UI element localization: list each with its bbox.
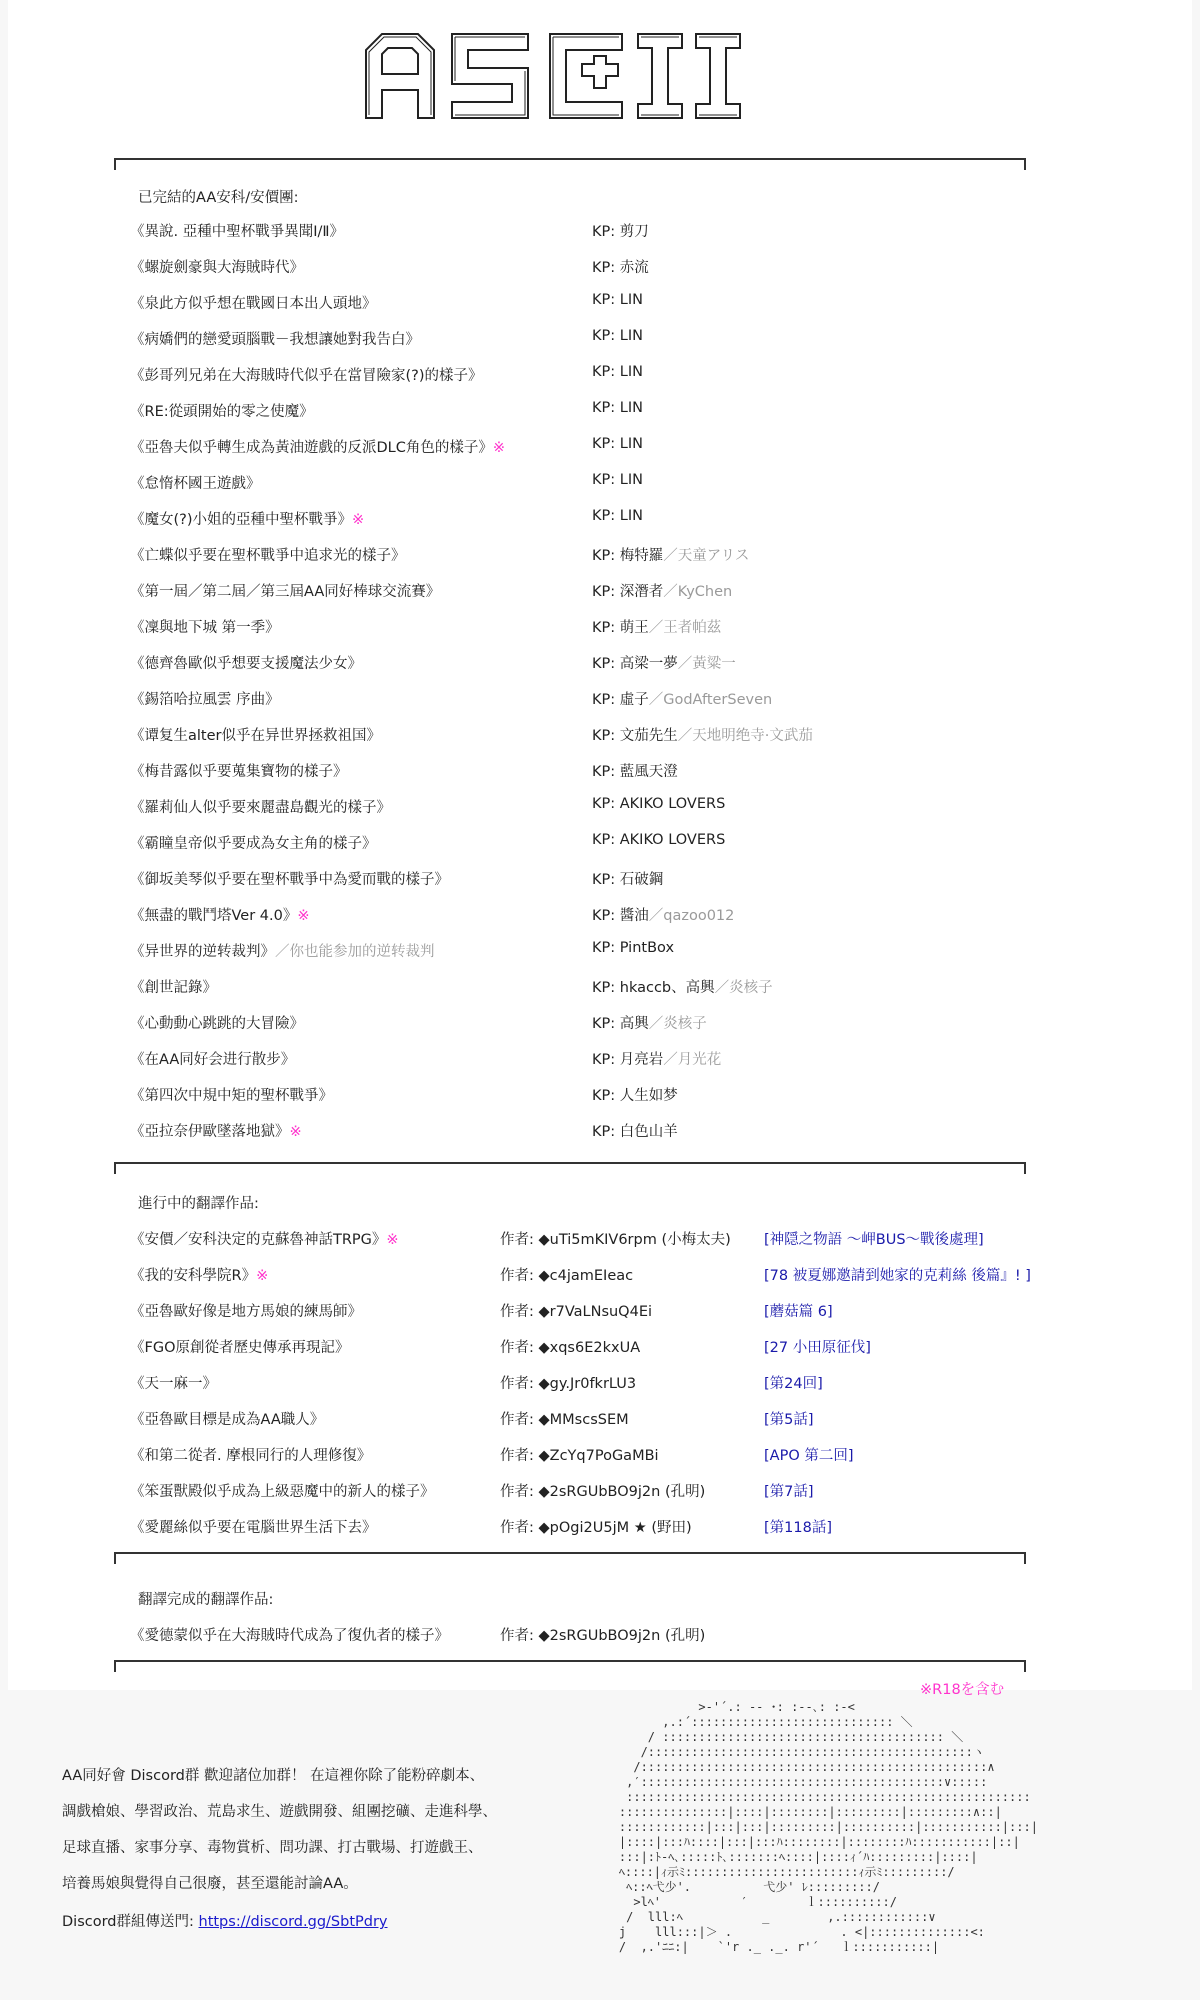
kp-credit <box>592 472 643 488</box>
discord-link[interactable]: https://discord.gg/SbtPdry <box>198 1914 388 1930</box>
kp-prefix: KP: <box>592 620 620 636</box>
work-title <box>130 1336 350 1357</box>
kp-name: 醬油 <box>619 908 649 924</box>
ongoing-row <box>0 1264 1200 1288</box>
completed-row <box>0 544 1200 568</box>
kp-prefix: KP: <box>592 908 620 924</box>
completed-row <box>0 1048 1200 1072</box>
work-title <box>130 1444 371 1465</box>
kp-name: 虛子 <box>619 692 649 708</box>
author-name: ◆c4jamEIeac <box>538 1268 634 1284</box>
kp-credit <box>592 508 643 524</box>
kp-prefix: KP: <box>592 292 620 308</box>
work-title <box>130 364 483 385</box>
work-title-text: 《梅昔露似乎要蒐集寶物的樣子》 <box>130 764 348 780</box>
work-title <box>130 1012 304 1033</box>
work-title-text: 《魔女(?)小姐的亞種中聖杯戰爭》 <box>130 512 353 528</box>
kp-name: LIN <box>619 364 643 380</box>
section-divider <box>114 1162 1026 1174</box>
work-title-text: 《亡蝶似乎要在聖杯戰爭中追求光的樣子》 <box>130 548 406 564</box>
kp-name: 高梁一夢 <box>619 656 678 672</box>
kp-alt-name: ／KyChen <box>663 584 733 600</box>
work-title-text: 《異說. 亞種中聖杯戰爭異聞Ⅰ/Ⅱ》 <box>130 224 345 240</box>
kp-credit <box>592 436 643 452</box>
completed-row <box>0 832 1200 856</box>
work-title <box>130 328 420 349</box>
kp-prefix: KP: <box>592 1088 620 1104</box>
work-title <box>130 436 505 457</box>
kp-name: LIN <box>619 400 643 416</box>
work-title-text: 《羅莉仙人似乎要來麗盡島觀光的樣子》 <box>130 800 391 816</box>
work-title-text: 《异世界的逆转裁判》 <box>130 944 275 960</box>
work-title-text: 《御坂美琴似乎要在聖杯戰爭中為愛而戰的樣子》 <box>130 872 449 888</box>
work-title <box>130 1372 217 1393</box>
work-title-text: 《無盡的戰鬥塔Ver 4.0》 <box>130 908 298 924</box>
work-title-text: 《亞魯歐目標是成為AA職人》 <box>130 1412 325 1428</box>
completed-row <box>0 1084 1200 1108</box>
completed-row <box>0 616 1200 640</box>
work-title-text: 《第一屆／第二屆／第三屆AA同好棒球交流賽》 <box>130 584 441 600</box>
author-credit <box>500 1336 640 1357</box>
kp-name: 白色山羊 <box>619 1124 678 1140</box>
work-title-text: 《錫箔哈拉風雲 序曲》 <box>130 692 280 708</box>
kp-alt-name: ／qazoo012 <box>648 908 735 924</box>
kp-prefix: KP: <box>592 364 620 380</box>
kp-prefix: KP: <box>592 436 620 452</box>
author-credit <box>500 1228 731 1249</box>
kp-prefix: KP: <box>592 832 620 848</box>
ongoing-row <box>0 1444 1200 1468</box>
author-name: ◆uTi5mKIV6rpm (小梅太夫) <box>538 1232 731 1248</box>
kp-name: LIN <box>619 508 643 524</box>
ongoing-row <box>0 1372 1200 1396</box>
kp-alt-name: ／天童アリス <box>663 548 750 564</box>
author-name: ◆2sRGUbBO9j2n (孔明) <box>538 1628 706 1644</box>
kp-name: AKIKO LOVERS <box>619 832 726 848</box>
kp-name: 石破鋼 <box>619 872 664 888</box>
completed-row <box>0 328 1200 352</box>
work-title-text: 《和第二從者. 摩根同行的人理修復》 <box>130 1448 372 1464</box>
author-credit <box>500 1300 652 1321</box>
kp-name: 剪刀 <box>619 224 649 240</box>
ascii-logo <box>360 28 750 124</box>
kp-credit <box>592 796 725 812</box>
work-title <box>130 472 261 493</box>
work-title-text: 《亞魯歐好像是地方馬娘的練馬師》 <box>130 1304 362 1320</box>
author-credit <box>500 1408 629 1429</box>
work-title <box>130 904 310 925</box>
kp-credit <box>592 1084 678 1105</box>
work-title <box>130 1120 302 1141</box>
kp-credit <box>592 904 734 925</box>
work-title <box>130 1300 362 1321</box>
completed-row <box>0 436 1200 460</box>
kp-prefix: KP: <box>592 728 620 744</box>
kp-name: LIN <box>619 328 643 344</box>
ongoing-row <box>0 1516 1200 1540</box>
kp-name: AKIKO LOVERS <box>619 796 726 812</box>
work-title <box>130 796 391 817</box>
completed-row <box>0 292 1200 316</box>
author-prefix: 作者: <box>500 1304 539 1320</box>
kp-prefix: KP: <box>592 472 620 488</box>
kp-alt-name: ／王者帕茲 <box>648 620 722 636</box>
kp-prefix: KP: <box>592 508 620 524</box>
discord-link-label: Discord群組傳送門: <box>62 1914 199 1930</box>
completed-row <box>0 796 1200 820</box>
kp-prefix: KP: <box>592 328 620 344</box>
kp-prefix: KP: <box>592 1124 620 1140</box>
completed-row <box>0 724 1200 748</box>
work-title-text: 《病嬌們的戀愛頭腦戰－我想讓她對我告白》 <box>130 332 420 348</box>
kp-alt-name: ／炎核子 <box>714 980 773 996</box>
finished-row <box>0 1624 1200 1648</box>
completed-row <box>0 760 1200 784</box>
work-title-text: 《怠惰杯國王遊戲》 <box>130 476 261 492</box>
author-prefix: 作者: <box>500 1448 539 1464</box>
ongoing-section-title: 進行中的翻譯作品: <box>138 1196 259 1212</box>
discord-link-row <box>62 1910 388 1931</box>
kp-credit <box>592 256 649 277</box>
completed-row <box>0 688 1200 712</box>
ongoing-row <box>0 1408 1200 1432</box>
kp-prefix: KP: <box>592 656 620 672</box>
author-prefix: 作者: <box>500 1628 539 1644</box>
work-title-text: 《亞魯夫似乎轉生成為黃油遊戲的反派DLC角色的樣子》 <box>130 440 493 456</box>
kp-credit <box>592 688 772 709</box>
work-title <box>130 544 406 565</box>
completed-row <box>0 1120 1200 1144</box>
author-name: ◆2sRGUbBO9j2n (孔明) <box>538 1484 706 1500</box>
completed-row <box>0 508 1200 532</box>
work-title-text: 《彭哥列兄弟在大海賊時代似乎在當冒險家(?)的樣子》 <box>130 368 483 384</box>
work-title-text: 《谭复生alter似乎在异世界拯救祖国》 <box>130 728 381 744</box>
latest-chapter-link[interactable]: [神隠之物語 ～岬BUS～戰後處理] <box>764 1232 984 1248</box>
ongoing-row <box>0 1228 1200 1252</box>
latest-chapter-link[interactable]: [第24回] <box>764 1376 823 1392</box>
kp-alt-name: ／黃粱一 <box>677 656 736 672</box>
work-title-alt: ／你也能参加的逆转裁判 <box>275 944 435 960</box>
work-title <box>130 400 314 421</box>
latest-chapter-link[interactable]: [蘑菇篇 6] <box>764 1304 833 1320</box>
kp-name: 赤流 <box>619 260 649 276</box>
kp-alt-name: ／炎核子 <box>648 1016 707 1032</box>
kp-credit <box>592 760 678 781</box>
completed-row <box>0 1012 1200 1036</box>
kp-credit <box>592 868 663 889</box>
section-divider <box>114 158 1026 170</box>
kp-credit <box>592 220 649 241</box>
completed-row <box>0 904 1200 928</box>
ongoing-row <box>0 1336 1200 1360</box>
discord-ad-line: 培養馬娘與覺得自己很廢，甚至還能討論AA。 <box>62 1876 358 1892</box>
kp-prefix: KP: <box>592 584 620 600</box>
r18-mark: ※ <box>492 440 506 456</box>
completed-row <box>0 868 1200 892</box>
kp-credit <box>592 832 725 848</box>
work-title-text: 《FGO原創從者歷史傳承再現記》 <box>130 1340 350 1356</box>
completed-row <box>0 940 1200 964</box>
kp-credit <box>592 616 721 637</box>
kp-prefix: KP: <box>592 764 620 780</box>
completed-row <box>0 220 1200 244</box>
latest-chapter-link[interactable]: [第5話] <box>764 1412 814 1428</box>
kp-credit <box>592 328 643 344</box>
work-title <box>130 580 440 601</box>
work-title-text: 《霸瞳皇帝似乎要成為女主角的樣子》 <box>130 836 377 852</box>
work-title-text: 《在AA同好会进行散步》 <box>130 1052 296 1068</box>
work-title-text: 《笨蛋獸殿似乎成為上級惡魔中的新人的樣子》 <box>130 1484 435 1500</box>
work-title-text: 《天一麻一》 <box>130 1376 217 1392</box>
kp-name: LIN <box>619 292 643 308</box>
kp-name: LIN <box>619 472 643 488</box>
work-title-text: 《凜與地下城 第一季》 <box>130 620 280 636</box>
work-title <box>130 1084 333 1105</box>
work-title <box>130 832 377 853</box>
discord-ad-line: AA同好會 Discord群 歡迎諸位加群！ 在這裡你除了能粉碎劇本、 <box>62 1768 485 1784</box>
work-title-text: 《螺旋劍豪與大海賊時代》 <box>130 260 304 276</box>
completed-row <box>0 580 1200 604</box>
kp-prefix: KP: <box>592 980 620 996</box>
kp-credit <box>592 976 773 997</box>
work-title <box>130 1480 435 1501</box>
work-title-text: 《德齊魯歐似乎想要支援魔法少女》 <box>130 656 362 672</box>
work-title <box>130 760 348 781</box>
work-title-text: 《我的安科學院R》 <box>130 1268 257 1284</box>
work-title-text: 《第四次中規中矩的聖杯戰爭》 <box>130 1088 333 1104</box>
kp-name: 萌王 <box>619 620 649 636</box>
kp-prefix: KP: <box>592 872 620 888</box>
kp-alt-name: ／GodAfterSeven <box>648 692 773 708</box>
work-title-text: 《RE:從頭開始的零之使魔》 <box>130 404 314 420</box>
author-credit <box>500 1516 692 1537</box>
work-title <box>130 508 364 529</box>
work-title-text: 《心動動心跳跳的大冒險》 <box>130 1016 304 1032</box>
work-title-text: 《愛德蒙似乎在大海賊時代成為了復仇者的樣子》 <box>130 1628 449 1644</box>
kp-name: 藍風天澄 <box>619 764 678 780</box>
work-title <box>130 688 280 709</box>
author-prefix: 作者: <box>500 1340 539 1356</box>
author-prefix: 作者: <box>500 1484 539 1500</box>
work-title <box>130 1228 399 1249</box>
latest-chapter-link[interactable]: [APO 第二回] <box>764 1448 854 1464</box>
kp-credit <box>592 292 643 308</box>
kp-name: PintBox <box>619 940 675 956</box>
author-name: ◆pOgi2U5jM ★ (野田) <box>538 1520 692 1536</box>
author-credit <box>500 1624 705 1645</box>
work-title-text: 《泉此方似乎想在戰國日本出人頭地》 <box>130 296 377 312</box>
finished-section-title: 翻譯完成的翻譯作品: <box>138 1592 274 1608</box>
kp-prefix: KP: <box>592 548 620 564</box>
kp-credit <box>592 1120 678 1141</box>
completed-section-title: 已完結的AA安科/安價團: <box>138 190 299 206</box>
kp-credit <box>592 364 643 380</box>
latest-chapter-link[interactable]: [第7話] <box>764 1484 814 1500</box>
kp-name: 高興 <box>619 1016 649 1032</box>
kp-credit <box>592 724 813 745</box>
author-name: ◆MMscsSEM <box>538 1412 629 1428</box>
author-prefix: 作者: <box>500 1412 539 1428</box>
kp-credit <box>592 400 643 416</box>
work-title <box>130 220 344 241</box>
work-title <box>130 616 280 637</box>
completed-row <box>0 652 1200 676</box>
discord-ad-line: 足球直播、家事分享、毒物賞析、問功課、打古戰場、打遊戲王、 <box>62 1840 483 1856</box>
work-title <box>130 724 381 745</box>
kp-prefix: KP: <box>592 1052 620 1068</box>
kp-alt-name: ／月光花 <box>663 1052 722 1068</box>
ongoing-row <box>0 1300 1200 1324</box>
work-title <box>130 292 377 313</box>
section-divider <box>114 1552 1026 1564</box>
kp-credit <box>592 940 674 956</box>
kp-name: 梅特羅 <box>619 548 664 564</box>
author-name: ◆ZcYq7PoGaMBi <box>538 1448 659 1464</box>
author-name: ◆r7VaLNsuQ4Ei <box>538 1304 653 1320</box>
latest-chapter-link[interactable]: [78 被夏娜邀請到她家的克莉絲 後篇』! ] <box>764 1268 1031 1284</box>
r18-mark: ※ <box>386 1232 399 1248</box>
r18-mark: ※ <box>297 908 310 924</box>
kp-credit <box>592 580 732 601</box>
kp-credit <box>592 1012 707 1033</box>
kp-prefix: KP: <box>592 400 620 416</box>
work-title <box>130 652 362 673</box>
kp-name: 人生如梦 <box>619 1088 678 1104</box>
work-title <box>130 868 449 889</box>
author-credit <box>500 1444 659 1465</box>
r18-mark: ※ <box>352 512 365 528</box>
kp-prefix: KP: <box>592 260 620 276</box>
author-credit <box>500 1372 636 1393</box>
latest-chapter-link[interactable]: [27 小田原征伐] <box>764 1340 871 1356</box>
author-name: ◆xqs6E2kxUA <box>538 1340 641 1356</box>
work-title <box>130 1408 324 1429</box>
kp-credit <box>592 652 736 673</box>
kp-name: hkaccb、高興 <box>619 980 715 996</box>
completed-row <box>0 256 1200 280</box>
work-title-text: 《創世記錄》 <box>130 980 217 996</box>
author-name: ◆gy.Jr0fkrLU3 <box>538 1376 637 1392</box>
author-credit <box>500 1480 705 1501</box>
r18-note: ※R18を含む <box>920 1682 1005 1698</box>
work-title-text: 《亞拉奈伊歐墜落地獄》 <box>130 1124 290 1140</box>
work-title <box>130 940 435 961</box>
r18-mark: ※ <box>256 1268 269 1284</box>
completed-row <box>0 400 1200 424</box>
kp-name: 深潛者 <box>619 584 664 600</box>
kp-alt-name: ／天地明绝寺·文武茄 <box>677 728 813 744</box>
kp-credit <box>592 544 749 565</box>
author-prefix: 作者: <box>500 1268 539 1284</box>
kp-name: LIN <box>619 436 643 452</box>
r18-mark: ※ <box>289 1124 302 1140</box>
work-title <box>130 976 217 997</box>
latest-chapter-link[interactable]: [第118話] <box>764 1520 832 1536</box>
completed-row <box>0 976 1200 1000</box>
work-title <box>130 1048 295 1069</box>
ascii-art-illustration: >‐'´.: -‐ ･: :-‐､: :-< ,.:´:::::::::::::::::::::::::::: ＼ / ::::::::::::::::::::::::::::::::::::::: ＼ /:::::::::::::::::::::::::::::::::::::::::::::ヽ /::::::::::::::::::::::::::::::::::::::::::::::::∧ ,′::::::::::::::::::::::::::::::::::::::::::∨::::: :::::::::::::::::::::::::::::::::::::::::::::::::::::::: :::::::::::::::|::::|::::::::|:::::::::|:::::::::∧::| ::::::::::::|:::|:::|:::::::::|::::::::::|:::::::::::|:::| |::::|:::ﾊ::::|:::|:::ﾊ::::::::|::::::::ﾊ:::::::::::|::| :::|:ﾄ‐ﾍ､:::::ﾄ､:::::::ﾍ::::|::::ｨ´ﾊ:::::::::|::::| ﾍ::::|ｨ示ﾐ::::::::::::::::::::::::ｨ示ﾐ:::::::::/ ﾍ::ﾍ弋少'. 弋少' ﾚ:::::::::/ >lﾍ' ′ ｌ::::::::::/ / lll:ﾍ _ ,.::::::::::::∨ j lll:::|＞ . . <|::::::::::::::<: / ,.'ﾆﾆ:| `'r ._ ._. r'´ ｌ:::::::::::| <box>618 1700 1038 1954</box>
kp-prefix: KP: <box>592 940 620 956</box>
author-prefix: 作者: <box>500 1376 539 1392</box>
completed-row <box>0 364 1200 388</box>
work-title-text: 《愛麗絲似乎要在電腦世界生活下去》 <box>130 1520 377 1536</box>
kp-prefix: KP: <box>592 796 620 812</box>
author-credit <box>500 1264 633 1285</box>
completed-row <box>0 472 1200 496</box>
work-title <box>130 1624 449 1645</box>
kp-credit <box>592 1048 721 1069</box>
kp-prefix: KP: <box>592 1016 620 1032</box>
work-title <box>130 1516 377 1537</box>
kp-name: 文茄先生 <box>619 728 678 744</box>
kp-prefix: KP: <box>592 692 620 708</box>
ongoing-row <box>0 1480 1200 1504</box>
author-prefix: 作者: <box>500 1520 539 1536</box>
discord-ad-line: 調戲槍娘、學習政治、荒島求生、遊戲開發、組團挖礦、走進科學、 <box>62 1804 497 1820</box>
kp-prefix: KP: <box>592 224 620 240</box>
kp-name: 月亮岩 <box>619 1052 664 1068</box>
work-title <box>130 256 304 277</box>
work-title <box>130 1264 268 1285</box>
author-prefix: 作者: <box>500 1232 539 1248</box>
work-title-text: 《安價／安科決定的克蘇魯神話TRPG》 <box>130 1232 387 1248</box>
section-divider <box>114 1660 1026 1672</box>
